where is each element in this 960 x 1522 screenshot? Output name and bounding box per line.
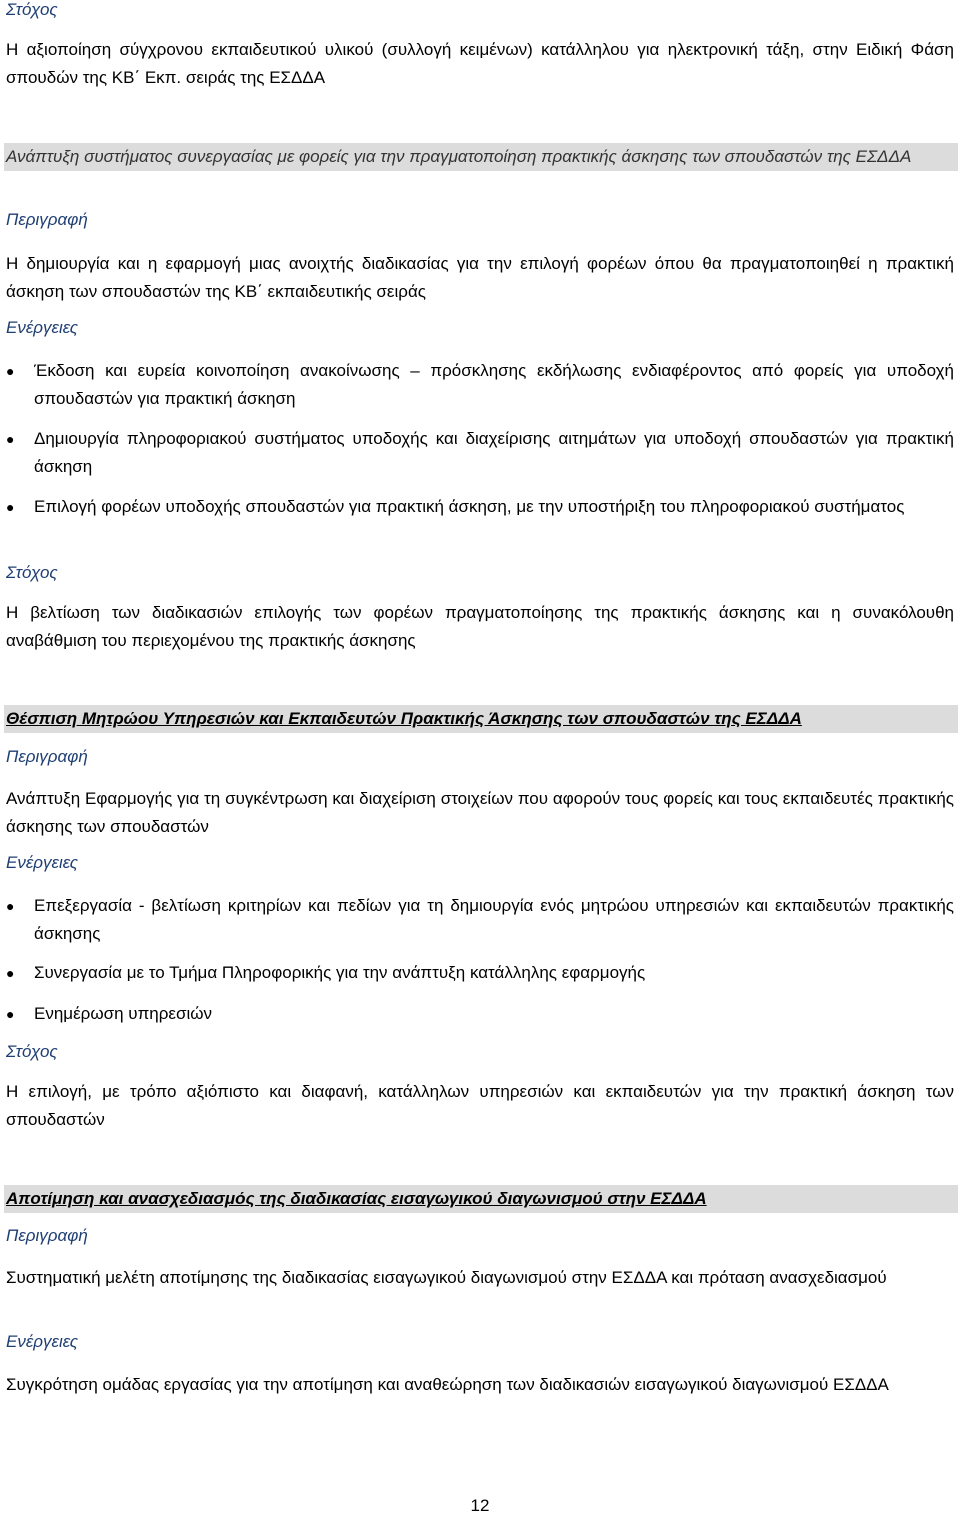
bullet-icon: ● bbox=[6, 1006, 15, 1022]
bullet-icon: ● bbox=[6, 363, 15, 379]
goal-label: Στόχος bbox=[6, 0, 58, 19]
list-item: ● Έκδοση και ευρεία κοινοποίηση ανακοίνωσης – πρόσκλησης εκδήλωσης ενδιαφέροντος από φορείς για υποδοχή σπουδαστών για πρακτική άσκηση bbox=[6, 357, 954, 413]
section-heading: Θέσπιση Μητρώου Υπηρεσιών και Εκπαιδευτών Πρακτικής Άσκησης των σπουδαστών της ΕΣΔΔΑ bbox=[4, 705, 958, 733]
description-label: Περιγραφή bbox=[6, 210, 88, 229]
description-text: Ανάπτυξη Εφαρμογής για τη συγκέντρωση και διαχείριση στοιχείων που αφορούν τους φορείς και τους εκπαιδευτές πρακτικής άσκησης των σπουδαστών bbox=[6, 789, 954, 836]
description-label: Περιγραφή bbox=[6, 1226, 88, 1245]
actions-label: Ενέργειες bbox=[6, 853, 79, 872]
actions-label: Ενέργειες bbox=[6, 318, 79, 337]
bullet-icon: ● bbox=[6, 499, 15, 515]
description-text: Συστηματική μελέτη αποτίμησης της διαδικασίας εισαγωγικού διαγωνισμού στην ΕΣΔΔΑ και πρόταση ανασχεδιασμού bbox=[6, 1268, 887, 1287]
description-text: Η δημιουργία και η εφαρμογή μιας ανοιχτής διαδικασίας για την επιλογή φορέων όπου θα πραγματοποιηθεί η πρακτική άσκηση των σπουδαστών της ΚΒ΄ εκπαιδευτικής σειράς bbox=[6, 254, 954, 301]
section-heading: Ανάπτυξη συστήματος συνεργασίας με φορείς για την πραγματοποίηση πρακτικής άσκησης των σπουδαστών της ΕΣΔΔΑ bbox=[4, 143, 958, 171]
actions-text: Συγκρότηση ομάδας εργασίας για την αποτίμηση και αναθεώρηση των διαδικασιών εισαγωγικού διαγωνισμού ΕΣΔΔΑ bbox=[6, 1375, 889, 1394]
goal-text: Η επιλογή, με τρόπο αξιόπιστο και διαφανή, κατάλληλων υπηρεσιών και εκπαιδευτών για την πρακτική άσκηση των σπουδαστών bbox=[6, 1082, 954, 1129]
bullet-icon: ● bbox=[6, 898, 15, 914]
goal-text: Η αξιοποίηση σύγχρονου εκπαιδευτικού υλικού (συλλογή κειμένων) κατάλληλου για ηλεκτρονική τάξη, στην Ειδική Φάση σπουδών της ΚΒ΄ Εκπ. σειράς της ΕΣΔΔΑ bbox=[6, 40, 954, 87]
bullet-icon: ● bbox=[6, 965, 15, 981]
page-number: 12 bbox=[470, 1496, 490, 1515]
actions-label: Ενέργειες bbox=[6, 1332, 79, 1351]
goal-label: Στόχος bbox=[6, 563, 58, 582]
list-item: ● Επιλογή φορέων υποδοχής σπουδαστών για πρακτική άσκηση, με την υποστήριξη του πληροφοριακού συστήματος bbox=[6, 493, 954, 521]
bullet-icon: ● bbox=[6, 431, 15, 447]
list-item: ● Ενημέρωση υπηρεσιών bbox=[6, 1000, 954, 1028]
list-item: ● Συνεργασία με το Τμήμα Πληροφορικής για την ανάπτυξη κατάλληλης εφαρμογής bbox=[6, 959, 954, 987]
goal-label: Στόχος bbox=[6, 1042, 58, 1061]
section-heading: Αποτίμηση και ανασχεδιασμός της διαδικασίας εισαγωγικού διαγωνισμού στην ΕΣΔΔΑ bbox=[4, 1185, 958, 1213]
goal-text: Η βελτίωση των διαδικασιών επιλογής των φορέων πραγματοποίησης της πρακτικής άσκησης και η συνακόλουθη αναβάθμιση του περιεχομένου της πρακτικής άσκησης bbox=[6, 603, 954, 650]
list-item: ● Δημιουργία πληροφοριακού συστήματος υποδοχής και διαχείρισης αιτημάτων για υποδοχή σπουδαστών για πρακτική άσκηση bbox=[6, 425, 954, 481]
description-label: Περιγραφή bbox=[6, 747, 88, 766]
list-item: ● Επεξεργασία - βελτίωση κριτηρίων και πεδίων για τη δημιουργία ενός μητρώου υπηρεσιών και εκπαιδευτών πρακτικής άσκησης bbox=[6, 892, 954, 948]
